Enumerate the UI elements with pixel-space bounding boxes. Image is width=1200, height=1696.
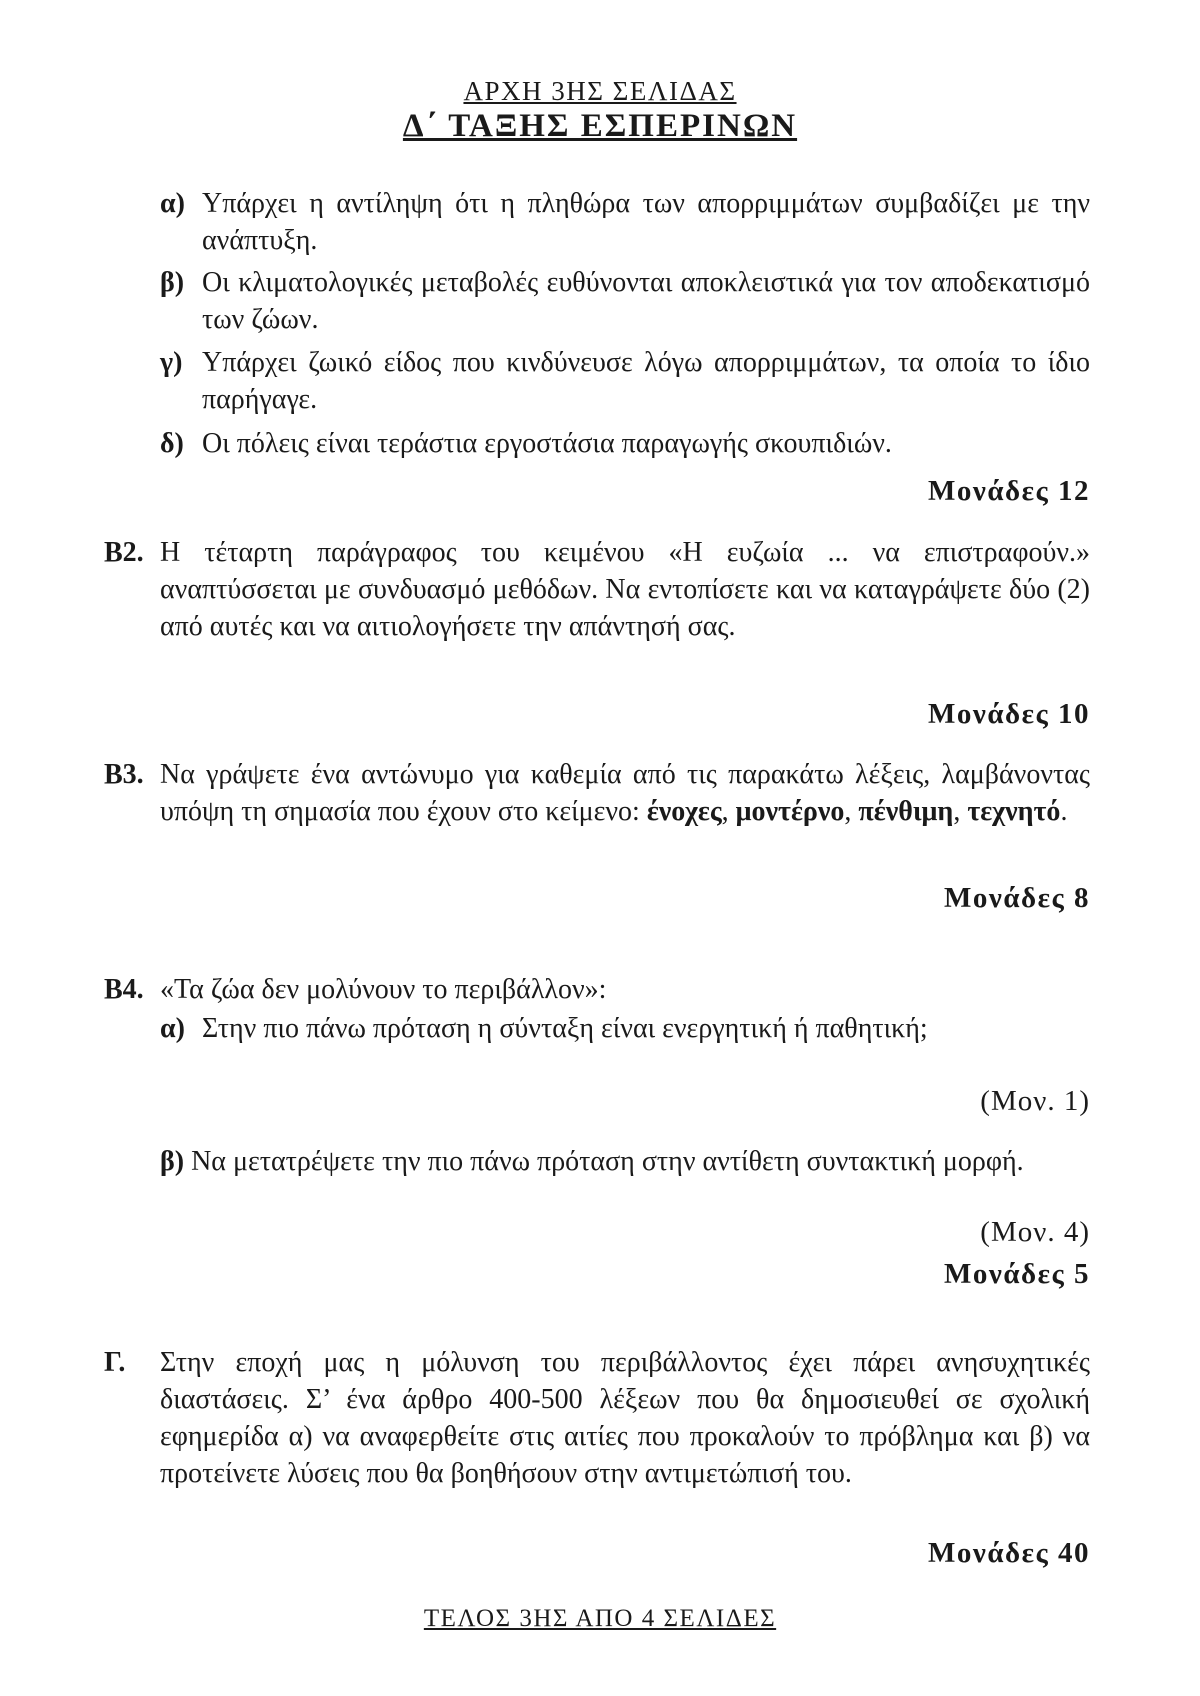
b4-b-label: β) bbox=[160, 1146, 185, 1177]
item-label: α) bbox=[160, 188, 185, 219]
item-text: Οι κλιματολογικές μεταβολές ευθύνονται αποκλειστικά για τον αποδεκατισμό των ζώων. bbox=[202, 267, 1090, 335]
b4-b-text: Να μετατρέψετε την πιο πάνω πρόταση στην αντίθετη συντακτική μορφή. bbox=[191, 1146, 1024, 1177]
b4-a-text: Στην πιο πάνω πρόταση η σύνταξη είναι ενεργητική ή παθητική; bbox=[202, 1013, 928, 1044]
b3-intro: Να γράψετε ένα αντώνυμο για καθεμία από τις παρακάτω λέξεις, λαμβάνοντας υπόψη τη σημασία που έχουν στο κείμενο: bbox=[160, 759, 1090, 827]
b3-word-1: ένοχες bbox=[646, 796, 722, 827]
b4-a-marks: (Μον. 1) bbox=[980, 1085, 1090, 1117]
b4-a-label: α) bbox=[160, 1013, 185, 1044]
page-start-header: ΑΡΧΗ 3ΗΣ ΣΕΛΙΔΑΣ bbox=[463, 76, 737, 106]
b1-marks: Μονάδες 12 bbox=[928, 475, 1090, 507]
question-label-b4: Β4. bbox=[104, 974, 144, 1005]
b2-marks: Μονάδες 10 bbox=[928, 698, 1090, 730]
item-label: δ) bbox=[160, 428, 184, 459]
b3-word-2: μοντέρνο bbox=[735, 796, 845, 827]
question-text-c: Στην εποχή μας η μόλυνση του περιβάλλοντος έχει πάρει ανησυχητικές διαστάσεις. Σ’ ένα άρθρο 400-500 λέξεων που θα δημοσιευθεί σε σχολική εφημερίδα α) να αναφερθείτε στις αιτίες που προκαλούν το πρόβλημα και β) να προτείνετε λύσεις που θα βοηθήσουν στην αντιμετώπισή του. bbox=[160, 1347, 1090, 1489]
question-label-c: Γ. bbox=[104, 1347, 126, 1378]
class-title: Δ΄ ΤΑΞΗΣ ΕΣΠΕΡΙΝΩΝ bbox=[402, 108, 798, 144]
b4-b-item bbox=[160, 1143, 1090, 1180]
b3-word-4: τεχνητό bbox=[967, 796, 1061, 827]
page-end-footer: ΤΕΛΟΣ 3ΗΣ ΑΠΟ 4 ΣΕΛΙΔΕΣ bbox=[423, 1605, 777, 1632]
b4-b-marks: (Μον. 4) bbox=[980, 1216, 1090, 1248]
b3-word-3: πένθιμη bbox=[858, 796, 954, 827]
question-quote-b4: «Τα ζώα δεν μολύνουν το περιβάλλον»: bbox=[160, 974, 607, 1005]
b4-marks: Μονάδες 5 bbox=[944, 1258, 1090, 1290]
question-label-b2: Β2. bbox=[104, 537, 144, 568]
item-text: Υπάρχει η αντίληψη ότι η πληθώρα των απορριμμάτων συμβαδίζει με την ανάπτυξη. bbox=[202, 188, 1090, 256]
question-label-b3: Β3. bbox=[104, 759, 144, 790]
b3-marks: Μονάδες 8 bbox=[944, 882, 1090, 914]
item-label: β) bbox=[160, 267, 185, 298]
question-text-b3: Να γράψετε ένα αντώνυμο για καθεμία από τις παρακάτω λέξεις, λαμβάνοντας υπόψη τη σημασία που έχουν στο κείμενο: ένοχες, μοντέρνο, πένθιμη, τεχνητό. bbox=[160, 759, 1090, 827]
item-text: Οι πόλεις είναι τεράστια εργοστάσια παραγωγής σκουπιδιών. bbox=[202, 428, 892, 459]
question-text-b2: Η τέταρτη παράγραφος του κειμένου «Η ευζωία ... να επιστραφούν.» αναπτύσσεται με συνδυασμό μεθόδων. Να εντοπίσετε και να καταγράψετε δύο (2) από αυτές και να αιτιολογήσετε την απάντησή σας. bbox=[160, 537, 1090, 642]
c-marks: Μονάδες 40 bbox=[928, 1537, 1090, 1569]
item-label: γ) bbox=[160, 347, 183, 378]
item-text: Υπάρχει ζωικό είδος που κινδύνευσε λόγω απορριμμάτων, τα οποία το ίδιο παρήγαγε. bbox=[202, 347, 1090, 415]
